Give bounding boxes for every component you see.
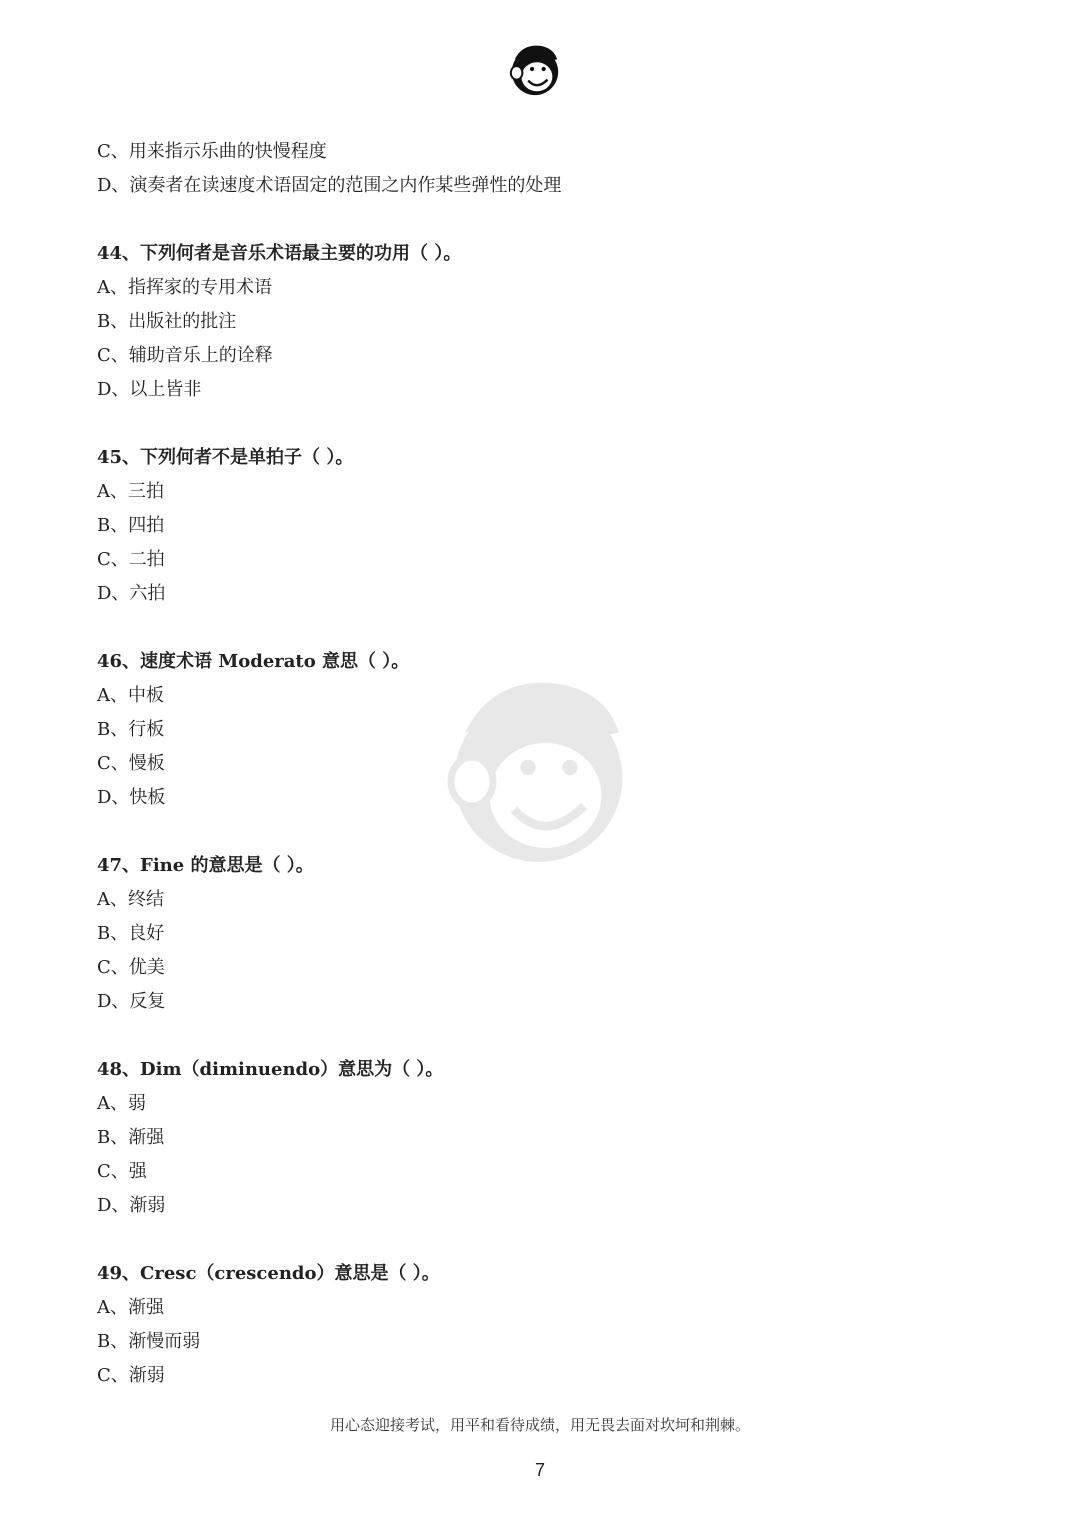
option-text: A、指挥家的专用术语 bbox=[97, 277, 272, 298]
option-text: A、三拍 bbox=[97, 481, 164, 502]
question-stem: 47、Fine 的意思是（ ）。 bbox=[97, 855, 314, 876]
option-text: A、弱 bbox=[97, 1093, 146, 1114]
question-stem: 49、Cresc（crescendo）意思是（ ）。 bbox=[97, 1263, 440, 1284]
option-text: D、以上皆非 bbox=[97, 379, 202, 400]
option-text: A、渐强 bbox=[97, 1297, 164, 1318]
option-text: B、行板 bbox=[97, 719, 165, 740]
option-text: D、六拍 bbox=[97, 583, 166, 604]
footer-motto: 用心态迎接考试，用平和看待成绩，用无畏去面对坎坷和荆棘。 bbox=[329, 1416, 750, 1434]
option-text: A、中板 bbox=[97, 685, 164, 706]
question-stem: 48、Dim（diminuendo）意思为（ ）。 bbox=[97, 1059, 444, 1080]
question-stem: 45、下列何者不是单拍子（ ）。 bbox=[97, 447, 354, 468]
option-text: B、渐慢而弱 bbox=[97, 1331, 201, 1352]
question-stem: 44、下列何者是音乐术语最主要的功用（ ）。 bbox=[97, 243, 462, 264]
option-text: C、用来指示乐曲的快慢程度 bbox=[97, 141, 327, 162]
option-text: C、辅助音乐上的诠释 bbox=[97, 345, 273, 366]
option-text: D、反复 bbox=[97, 991, 166, 1012]
option-text: D、快板 bbox=[97, 787, 166, 808]
option-text: B、出版社的批注 bbox=[97, 311, 237, 332]
question-stem: 46、速度术语 Moderato 意思（ ）。 bbox=[97, 651, 410, 672]
option-text: C、慢板 bbox=[97, 753, 165, 774]
option-text: B、良好 bbox=[97, 923, 165, 944]
option-text: D、渐弱 bbox=[97, 1195, 166, 1216]
option-text: B、渐强 bbox=[97, 1127, 165, 1148]
option-text: D、演奏者在读速度术语固定的范围之内作某些弹性的处理 bbox=[97, 175, 562, 196]
monkey-logo-icon bbox=[505, 40, 563, 98]
option-text: C、强 bbox=[97, 1161, 147, 1182]
option-text: B、四拍 bbox=[97, 515, 165, 536]
option-text: C、二拍 bbox=[97, 549, 165, 570]
question-list bbox=[97, 135, 997, 1393]
option-text: C、渐弱 bbox=[97, 1365, 165, 1386]
page-number: 7 bbox=[534, 1460, 545, 1480]
option-text: C、优美 bbox=[97, 957, 165, 978]
option-text: A、终结 bbox=[97, 889, 164, 910]
